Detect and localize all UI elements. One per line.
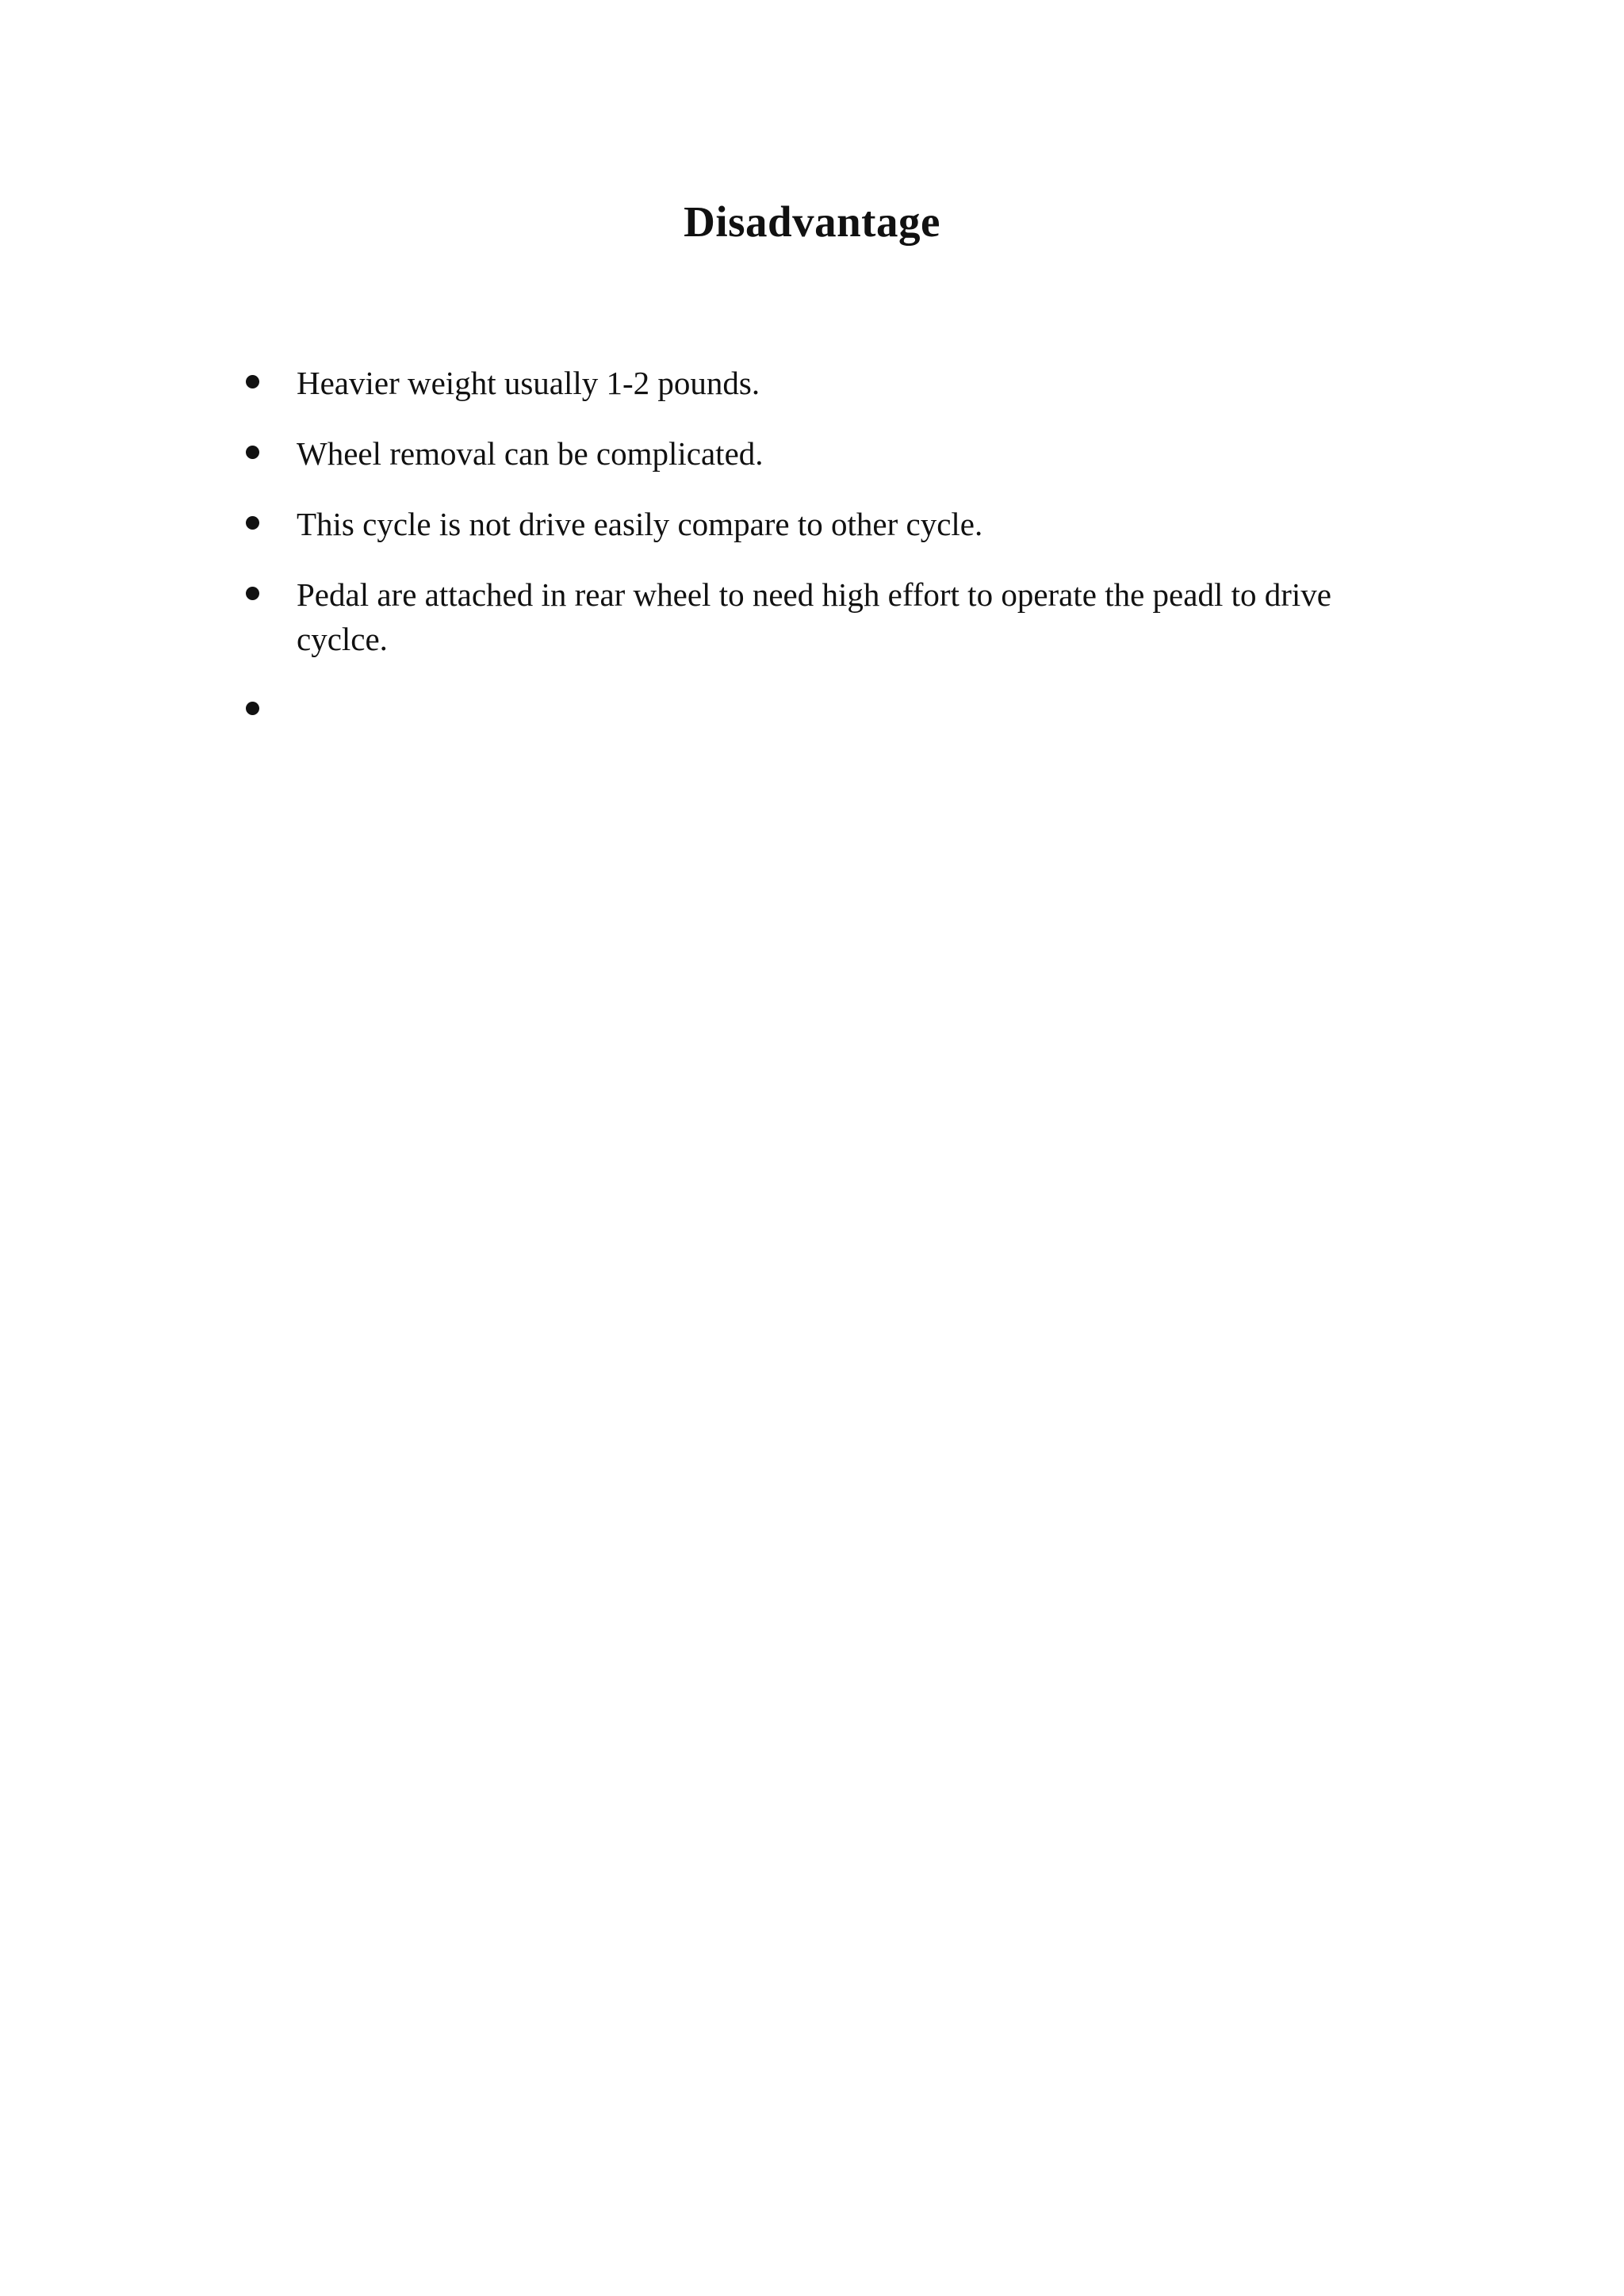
list-item-empty: [246, 687, 1388, 732]
list-item: [246, 502, 1388, 546]
list-item-text: This cycle is not drive easily compare to other cycle.: [297, 506, 983, 542]
list-item: [246, 431, 1388, 476]
bullet-icon: [246, 702, 259, 715]
list-item: [246, 361, 1388, 405]
list-item-text: Wheel removal can be complicated.: [297, 435, 764, 472]
bullet-icon: [246, 516, 259, 530]
list-item-text: Pedal are attached in rear wheel to need high effort to operate the peadl to drive cyclce.: [297, 576, 1331, 657]
page-title: Disadvantage: [684, 197, 940, 246]
bullet-icon: [246, 446, 259, 459]
list-item: [246, 572, 1388, 661]
list-item-text: Heavier weight usually 1-2 pounds.: [297, 365, 760, 401]
disadvantage-list: [246, 361, 1388, 758]
bullet-icon: [246, 587, 259, 600]
bullet-icon: [246, 375, 259, 388]
